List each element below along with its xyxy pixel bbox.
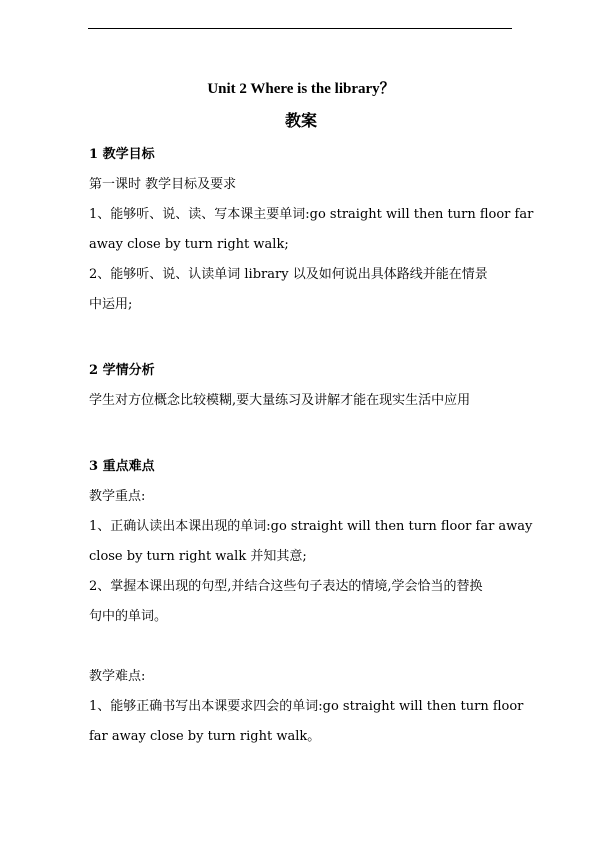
paragraph-line: 1、正确认读出本课出现的单词:go straight will then turn floor far away bbox=[89, 519, 533, 534]
document-subtitle: 教案 bbox=[284, 111, 317, 130]
document-title: Unit 2 Where is the library？ bbox=[207, 81, 395, 97]
section-spacer bbox=[89, 416, 513, 452]
paragraph-line: far away close by turn right walk。 bbox=[89, 729, 321, 744]
header-rule bbox=[88, 28, 512, 29]
section-spacer bbox=[89, 320, 513, 356]
difficulty-label: 教学难点: bbox=[89, 669, 146, 684]
paragraph-line: 学生对方位概念比较模糊,要大量练习及讲解才能在现实生活中应用 bbox=[89, 393, 471, 408]
paragraph-line: 中运用; bbox=[89, 297, 133, 312]
paragraph-line: 第一课时 教学目标及要求 bbox=[89, 177, 237, 192]
document-body bbox=[89, 72, 534, 752]
paragraph-line: 句中的单词。 bbox=[89, 609, 168, 624]
section-spacer bbox=[89, 632, 513, 662]
paragraph-line: 2、能够听、说、认读单词 library 以及如何说出具体路线并能在情景 bbox=[89, 267, 488, 282]
paragraph-line: away close by turn right walk; bbox=[89, 237, 289, 252]
paragraph-line: close by turn right walk 并知其意; bbox=[89, 549, 307, 564]
paragraph-line: 2、掌握本课出现的句型,并结合这些句子表达的情境,学会恰当的替换 bbox=[89, 579, 483, 594]
section-heading-analysis: 2 学情分析 bbox=[89, 363, 155, 378]
section-heading-objectives: 1 教学目标 bbox=[89, 147, 155, 162]
paragraph-line: 1、能够听、说、读、写本课主要单词:go straight will then turn floor far bbox=[89, 207, 534, 222]
paragraph-line: 1、能够正确书写出本课要求四会的单词:go straight will then turn floor bbox=[89, 699, 524, 714]
paragraph-line: 教学重点: bbox=[89, 489, 146, 504]
section-heading-key-points: 3 重点难点 bbox=[89, 459, 155, 474]
